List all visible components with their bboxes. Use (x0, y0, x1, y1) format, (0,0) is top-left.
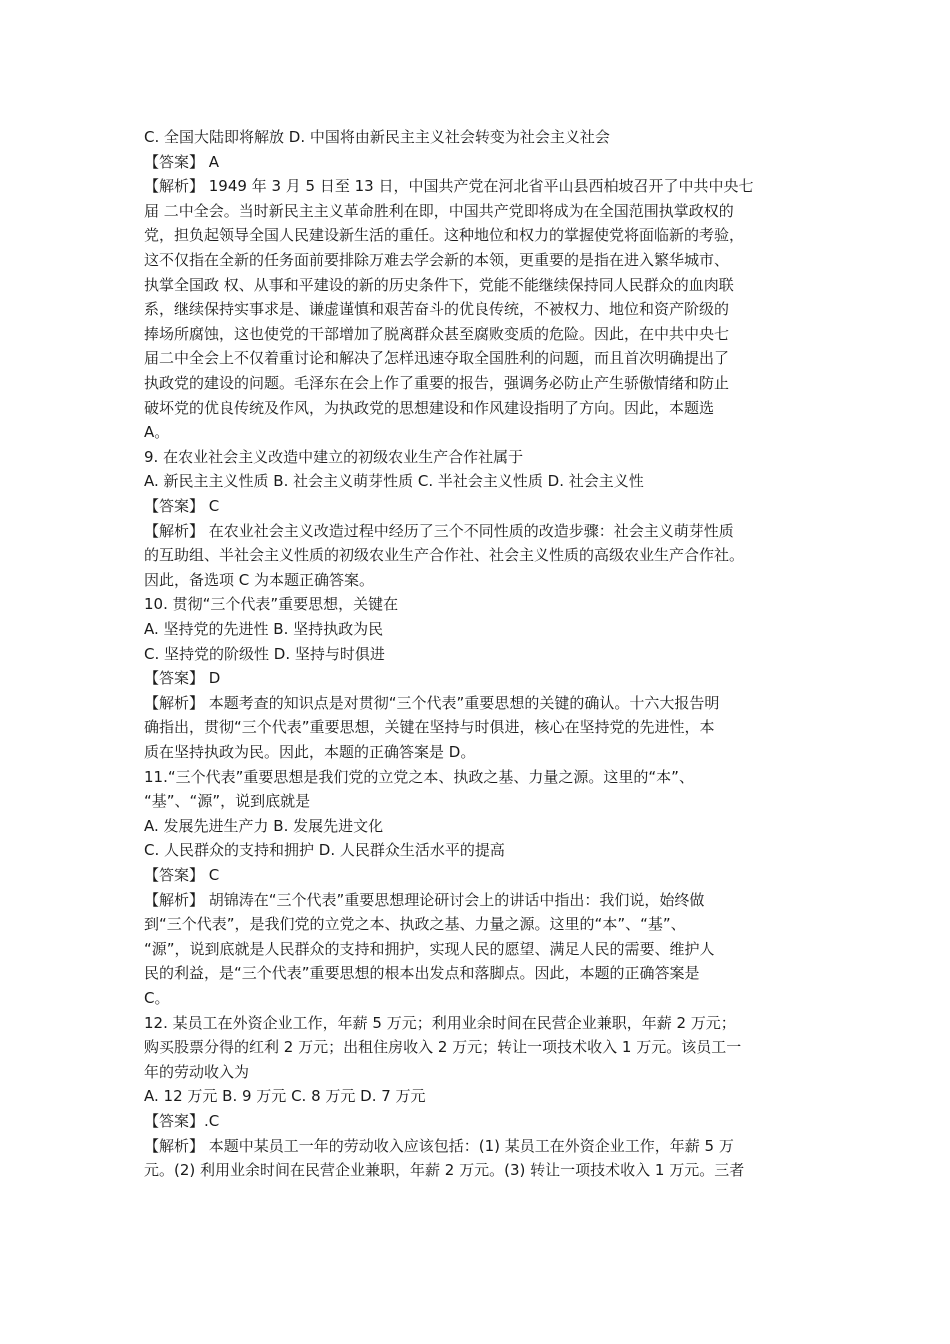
text-line: 【解析】 本题考查的知识点是对贯彻“三个代表”重要思想的关键的确认。十六大报告明 (144, 693, 720, 712)
text-line: 12. 某员工在外资企业工作，年薪 5 万元；利用业余时间在民营企业兼职，年薪 2 万元； (144, 1013, 736, 1032)
text-line: A. 坚持党的先进性 B. 坚持执政为民 (144, 620, 384, 638)
text-line: A. 12 万元 B. 9 万元 C. 8 万元 D. 7 万元 (144, 1087, 426, 1106)
text-line: 捧场所腐蚀，这也使党的干部增加了脱离群众甚至腐败变质的危险。因此，在中共中央七 (144, 324, 730, 343)
text-line: 年的劳动收入为 (144, 1062, 250, 1081)
text-line: 质在坚持执政为民。因此，本题的正确答案是 D。 (144, 743, 476, 761)
text-line: C. 坚持党的阶级性 D. 坚持与时俱进 (144, 644, 385, 663)
text-line: 的互助组、半社会主义性质的初级农业生产合作社、社会主义性质的高级农业生产合作社。 (144, 546, 745, 565)
text-line: 破坏党的优良传统及作风，为执政党的思想建设和作风建设指明了方向。因此，本题选 (144, 398, 715, 417)
text-line: 【答案】 D (144, 669, 221, 688)
text-line: A。 (144, 423, 170, 442)
text-line: C。 (144, 989, 170, 1007)
text-line: 因此，备选项 C 为本题正确答案。 (144, 570, 375, 589)
text-line: A. 新民主主义性质 B. 社会主义萌芽性质 C. 半社会主义性质 D. 社会主义性 (144, 472, 644, 491)
text-line: A. 发展先进生产力 B. 发展先进文化 (144, 816, 384, 835)
text-line: 执政党的建设的问题。毛泽东在会上作了重要的报告，强调务必防止产生骄傲情绪和防止 (144, 374, 730, 392)
text-line: 【答案】 C (144, 497, 220, 515)
text-line: 民的利益，是“三个代表”重要思想的根本出发点和落脚点。因此，本题的正确答案是 (144, 964, 700, 983)
text-line: 【解析】 在农业社会主义改造过程中经历了三个不同性质的改造步骤：社会主义萌芽性质 (144, 521, 734, 540)
text-line: 【解析】 本题中某员工一年的劳动收入应该包括：(1) 某员工在外资企业工作，年薪 5 万 (144, 1136, 734, 1155)
text-line: 这不仅指在全新的任务面前要排除万难去学会新的本领，更重要的是指在进入繁华城市、 (144, 251, 730, 269)
text-line: 届 二中全会。当时新民主主义革命胜利在即，中国共产党即将成为在全国范围执掌政权的 (144, 201, 734, 220)
text-line: 【解析】 胡锦涛在“三个代表”重要思想理论研讨会上的讲话中指出：我们说，始终做 (144, 890, 705, 909)
text-line: 【解析】 1949 年 3 月 5 日至 13 日，中国共产党在河北省平山县西柏坡召开了中共中央七 (144, 177, 754, 196)
text-line: 党，担负起领导全国人民建设新生活的重任。这种地位和权力的掌握使党将面临新的考验， (144, 226, 745, 245)
text-line: 9. 在农业社会主义改造中建立的初级农业生产合作社属于 (144, 447, 524, 466)
text-line: 【答案】 A (144, 152, 220, 171)
text-line: 届二中全会上不仅着重讨论和解决了怎样迅速夺取全国胜利的问题，而且首次明确提出了 (144, 349, 730, 368)
text-line: “源”，说到底就是人民群众的支持和拥护，实现人民的愿望、满足人民的需要、维护人 (144, 939, 715, 958)
text-line: 购买股票分得的红利 2 万元；出租住房收入 2 万元；转让一项技术收入 1 万元。该员工一 (144, 1038, 742, 1057)
text-line: C. 人民群众的支持和拥护 D. 人民群众生活水平的提高 (144, 841, 505, 860)
text-line: 元。(2) 利用业余时间在民营企业兼职，年薪 2 万元。(3) 转让一项技术收入 1 万元。三者 (144, 1161, 745, 1180)
text-line: C. 全国大陆即将解放 D. 中国将由新民主主义社会转变为社会主义社会 (144, 128, 610, 146)
text-line: 确指出，贯彻“三个代表”重要思想，关键在坚持与时俱进，核心在坚持党的先进性，本 (144, 718, 715, 737)
text-line: “基”、“源”，说到底就是 (144, 792, 311, 811)
text-line: 11.“三个代表”重要思想是我们党的立党之本、执政之基、力量之源。这里的“本”、 (144, 767, 694, 786)
text-line: 【答案】.C (144, 1112, 220, 1130)
text-line: 系，继续保持实事求是、谦虚谨慎和艰苦奋斗的优良传统，不被权力、地位和资产阶级的 (144, 300, 730, 319)
text-line: 10. 贯彻“三个代表”重要思想，关键在 (144, 595, 399, 614)
text-line: 到“三个代表”，是我们党的立党之本、执政之基、力量之源。这里的“本”、“基”、 (144, 915, 686, 934)
text-line: 执掌全国政 权、从事和平建设的新的历史条件下，党能不能继续保持同人民群众的血肉联 (144, 275, 734, 294)
text-line: 【答案】 C (144, 866, 220, 884)
